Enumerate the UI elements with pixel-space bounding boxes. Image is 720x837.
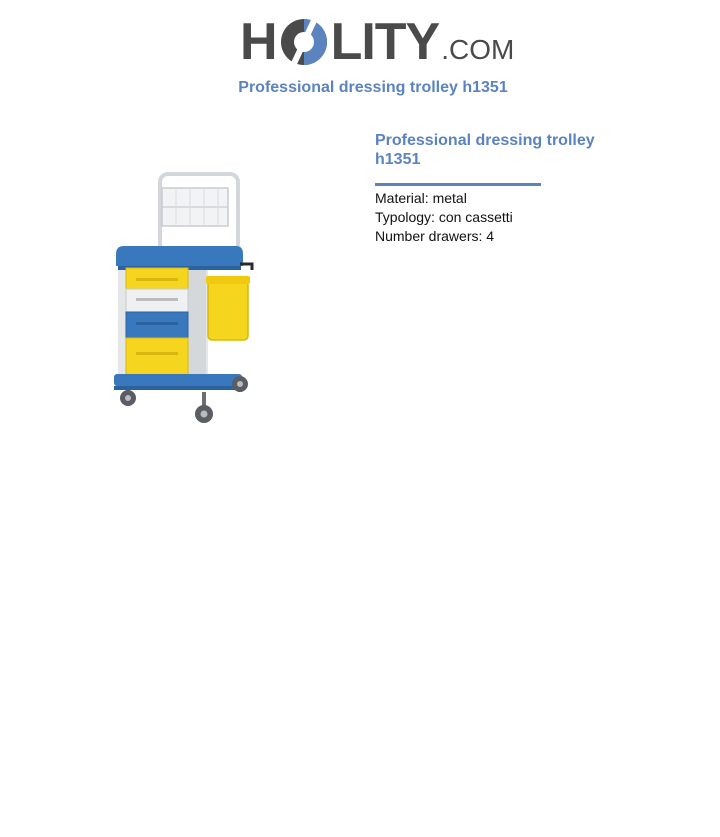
logo-wordmark <box>240 13 440 71</box>
logo-domain: .COM <box>441 34 515 65</box>
page-title: Professional dressing trolley h1351 <box>238 79 508 96</box>
spec-label: Number drawers: <box>375 228 483 244</box>
spec-label: Typology: <box>375 209 435 225</box>
spec-number-drawers <box>375 227 625 246</box>
product-info <box>375 131 625 246</box>
medical-trolley-icon[interactable] <box>100 170 260 435</box>
logo-o-icon <box>278 16 330 68</box>
spec-material <box>375 189 625 208</box>
title-divider <box>375 183 541 186</box>
spec-label: Material: <box>375 190 429 206</box>
logo-letter-h: H <box>240 13 277 71</box>
product-title: Professional dressing trolley h1351 <box>375 132 595 168</box>
site-logo[interactable] <box>240 12 515 71</box>
spec-value: 4 <box>486 228 495 244</box>
logo-letters: LITY <box>330 13 440 71</box>
spec-value: metal <box>432 190 467 206</box>
spec-value: con cassetti <box>438 209 513 225</box>
spec-typology <box>375 208 625 227</box>
